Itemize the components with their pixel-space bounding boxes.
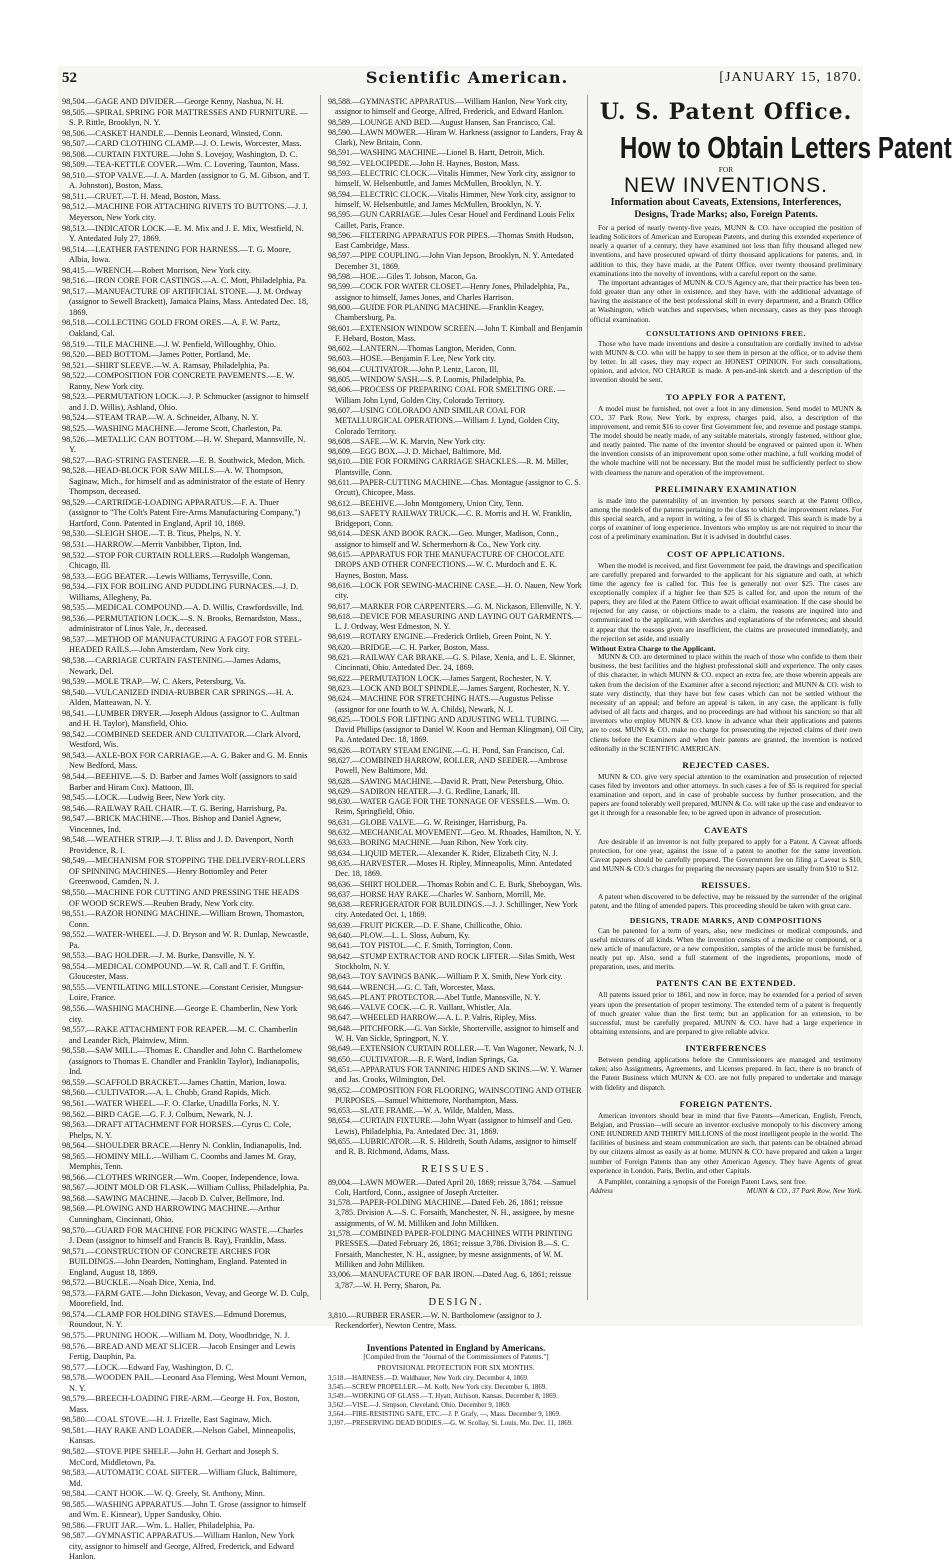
column-rule <box>320 95 321 1300</box>
patent-entry: 98,529.—CARTRIDGE-LOADING APPARATUS.—F. A. Thuer (assignor to "The Colt's Patent Fire-Arms Manufacturing Company,") Hartford, Conn. Patented in England, April 10, 1869. <box>62 497 301 528</box>
patent-entry: 98,537.—METHOD OF MANUFACTURING A FAGOT FOR STEEL-HEADED RAILS.—John Amsterdam, New York city. <box>62 634 302 655</box>
section-heading: DESIGNS, TRADE MARKS, AND COMPOSITIONS <box>629 915 823 925</box>
patent-entry: 98,592.—VELOCIPEDE.—John H. Haynes, Boston, Mass. <box>328 158 520 168</box>
patent-entry: 98,620.—BRIDGE.—C. H. Parker, Boston, Mass. <box>328 642 490 652</box>
patent-entry: 98,531.—HARROW.—Merrit Vanbibber, Tipton, Ind. <box>62 539 242 549</box>
patent-entry: 98,650.—CULTIVATOR.—B. F. Ward, Indian Springs, Ga. <box>328 1054 519 1064</box>
section-text: When the model is received, and first Government fee paid, the drawings and specification are carefully prepared and forwarded to the applicant for his signature and oath, at which time the agency fee is called for. This fee is generally not over $25. The cases are exceptionally complex if a higher fee than $25 is called for, and upon the return of the papers, they are filed at the Patent Office to await official examination. If the case should be rejected for any cause, or objections made to a claim, the reasons are inquired into and communicated to the applicant, with sketches and explanations of the references; and should it appear that the reasons given are insufficient, the claims are prosecuted immediately, and the rejection set aside, and usually <box>590 561 862 643</box>
section-heading: CONSULTATIONS AND OPINIONS FREE. <box>646 328 806 338</box>
patent-entry: 98,552.—WATER-WHEEL.—J. D. Bryson and W. R. Dunlap, Newcastle, Pa. <box>62 930 309 950</box>
patent-entry: 33,006.—MANUFACTURE OF BAR IRON.—Dated Aug. 6, 1861; reissue 3,787.—W. H. Perry, Sharon, Pa. <box>328 1270 572 1290</box>
page-header <box>62 70 862 92</box>
patent-entry: 98,575.—PRUNING HOOK.—William M. Doty, Woodbridge, N. J. <box>62 1330 290 1340</box>
page-number: 52 <box>62 70 77 86</box>
patent-entry: 98,652.—COMPOSITION FOR FLOORING, WAINSCOTING AND OTHER PURPOSES.—Samuel Whittemore, Northampton, Mass. <box>328 1085 582 1105</box>
patent-entry: 98,516.—IRON CORE FOR CASTINGS.—A. C. Mott, Philadelphia, Pa. <box>62 276 308 286</box>
patent-entry: 98,551.—RAZOR HONING MACHINE.—William Brown, Thomaston, Conn. <box>62 909 305 929</box>
patent-entry: 98,642.—STUMP EXTRACTOR AND ROCK LIFTER.—Silas Smith, West Stockholm, N. Y. <box>328 951 575 971</box>
patent-entry: 98,560.—CULTIVATOR.—A. L. Chubb, Grand Rapids, Mich. <box>62 1088 271 1098</box>
patent-entry: 98,635.—HARVESTER.—Moses H. Ripley, Minneapolis, Minn. Antedated Dec. 18, 1869. <box>328 858 572 879</box>
section-heading: PRELIMINARY EXAMINATION <box>655 483 797 494</box>
patent-entry: 98,415.—WRENCH.—Robert Morrison, New York city. <box>62 265 251 275</box>
pamphlet-note: A Pamphlet, containing a synopsis of the Foreign Patent Laws, sent free. <box>598 1177 807 1186</box>
patent-entry: 98,525.—WASHING MACHINE.—Jerome Scott, Charleston, Pa. <box>62 423 283 433</box>
patent-entry: 98,600.—GUIDE FOR PLANING MACHINE.—Franklin Keagey, Chambersburg, Pa. <box>328 302 544 323</box>
patent-entry: 98,624.—MACHINE FOR STRETCHING HATS.—Augustus Pelisse (assignor for one fourth to W. A. Childs), Newark, N. J. <box>328 694 554 714</box>
patent-entry: 3,397.—PRESERVING DEAD BODIES.—G. W. Scollay, St. Louis, Mo. Dec. 11, 1869. <box>328 1419 573 1427</box>
section-text: All patents issued prior to 1861, and now in force, may be extended for a period of seven years upon the presentation of proper testimony. The extended term of a patent is frequently of much greater value than the first term; but an application for an extension, to be successful, must be carefully prepared. MUNN & CO. have had a large experience in obtaining extensions, and are prepared to give reliable advice. <box>590 991 862 1036</box>
patent-entry: 98,621.—RAILWAY CAR BRAKE.—G. S. Pilase, Xenia, and L. E. Skinner, Cincinnati, Ohio. Antedated Dec. 24, 1869. <box>328 653 576 673</box>
patent-entry: 98,632.—MECHANICAL MOVEMENT.—Geo. M. Rhoades, Hamilton, N. Y. <box>328 828 582 838</box>
design-heading: DESIGN. <box>428 1296 484 1308</box>
patent-entry: 98,517.—MANUFACTURE OF ARTIFICIAL STONE.—J. M. Ordway (assignor to Sewell Brackett), Jamaica Plains, Mass. Antedated Dec. 18, 1869. <box>62 286 309 317</box>
patent-entry: 98,638.—REFRIGERATOR FOR BUILDINGS.—J. J. Schillinger, New York city. Antedated Oct. 1, 1869. <box>328 900 578 920</box>
patent-entry: 98,610.—DIE FOR FORMING CARRIAGE SHACKLES.—R. M. Miller, Plantsville, Conn. <box>328 457 569 477</box>
patent-entry: 98,653.—SLATE FRAME.—W. A. Wilde, Malden, Mass. <box>328 1106 515 1116</box>
section-text: Between pending applications before the Commissioners are managed and testimony taken; also Assignments, Agreements, and Licenses prepared. In fact, there is no branch of the Patent Business which MUNN & CO. are not fully prepared to undertake and manage with fidelity and dispatch. <box>590 1056 862 1092</box>
patent-entry: 98,599.—COCK FOR WATER CLOSET.—Henry Jones, Philadelphia, Pa., assignor to himself, James Jones, and Charles Harrison. <box>328 282 570 302</box>
patent-list <box>328 97 584 1158</box>
patent-entry: 98,628.—SAWING MACHINE.—David R. Pratt, New Petersburg, Ohio. <box>328 776 564 786</box>
patent-entry: 98,567.—JOINT MOLD OR FLASK.—William Culliss, Philadelphia, Pa. <box>62 1183 310 1193</box>
patent-entry: 98,579.—BREECH-LOADING FIRE-ARM.—George H. Fox, Boston, Mass. <box>62 1394 300 1414</box>
patent-entry: 98,510.—STOP VALVE.—J. A. Marden (assignor to G. M. Gibson, and T. A. Johnston), Boston, Mass. <box>62 170 310 191</box>
patent-entry: 98,541.—LUMBER DRYER.—Joseph Aldous (assignor to C. Aultman and H. H. Taylor), Mansfield, Ohio. <box>62 708 300 729</box>
section-heading: PATENTS CAN BE EXTENDED. <box>656 978 796 989</box>
section-text: Can be patented for a term of years, also, new medicines or medical compounds, and useful mixtures of all kinds. When the invention consists of a medicine or compound, or a new article of manufacture, or a new composition, samples of the article must be furnished, neatly put up. Also, send a full statement of the ingredients, proportions, mode of preparation, uses, and merits. <box>590 926 862 972</box>
patent-entry: 98,577.—LOCK.—Edward Fay, Washington, D. C. <box>62 1362 234 1372</box>
patent-entry: 98,526.—METALLIC CAN BOTTOM.—H. W. Shepard, Mannsville, N. Y. <box>62 434 306 455</box>
patent-entry: 98,588.—GYMNASTIC APPARATUS.—William Hanlon, New York city, assignor to himself and George, Alfred, Frederick, and Edward Hanlon. <box>328 97 568 117</box>
patent-entry: 98,553.—BAG HOLDER.—J. M. Burke, Dansville, N. Y. <box>62 951 255 961</box>
address: MUNN & CO., 37 Park Row, New York. <box>746 1187 862 1196</box>
section-heading: INTERFERENCES <box>685 1043 767 1054</box>
patent-entry: 98,639.—FRUIT PICKER.—D. F. Shane, Chillicothe, Ohio. <box>328 920 523 930</box>
patent-entry: 98,597.—PIPE COUPLING.—John Vian Jepson, Brooklyn, N. Y. Antedated December 31, 1869. <box>328 251 574 271</box>
patent-entry: 98,634.—LIQUID METER.—Alexander K. Rider, Elizabeth City, N. J. <box>328 848 558 858</box>
patent-entry: 98,524.—STEAM TRAP.—W. A. Schneider, Albany, N. Y. <box>62 413 259 423</box>
patent-entry: 98,617.—MARKER FOR CARPENTERS.—G. M. Nickason, Ellenville, N. Y. <box>328 601 582 611</box>
patent-entry: 98,540.—VULCANIZED INDIA-RUBBER CAR SPRINGS.—H. A. Alden, Matteawan, N. Y. <box>62 687 294 708</box>
patent-entry: 98,538.—CARRIAGE CURTAIN FASTENING.—James Adams, Newark, Del. <box>62 655 281 676</box>
patent-entry: 98,629.—SADIRON HEATER.—J. G. Redline, Lanark, Ill. <box>328 786 520 796</box>
patent-entry: 98,608.—SAFE.—W. K. Marvin, New York city. <box>328 436 486 446</box>
patent-entry: 98,637.—HORSE HAY RAKE.—Charles W. Sanborn, Morrill, Me. <box>328 889 546 899</box>
patent-entry: 98,564.—SHOULDER BRACE.—Henry N. Conklin, Indianapolis, Ind. <box>62 1141 302 1151</box>
patent-entry: 98,521.—SHIRT SLEEVE.—W. A. Ramsay, Philadelphia, Pa. <box>62 360 270 370</box>
for-label: FOR <box>718 165 734 174</box>
patent-entry: 3,562.—VISE.—J. Simpson, Cleveland, Ohio. December 9, 1869. <box>328 1402 511 1410</box>
patent-entry: 98,562.—BIRD CAGE.—G. F. J. Colburn, Newark, N. J. <box>62 1109 253 1119</box>
patent-entry: 98,601.—EXTENSION WINDOW SCREEN.—John T. Kimball and Benjamin F. Hebard, Boston, Mass. <box>328 323 583 343</box>
patent-entry: 98,594.—ELECTRIC CLOCK.—Vitalis Himmer, New York city, assignor to himself, W. Helsenbuttle, and James McMullen, Brooklyn, N. Y. <box>328 189 576 209</box>
patent-entry: 3,518.—HARNESS.—D. Waldhauer, New York city. December 4, 1869. <box>328 1375 529 1383</box>
patent-entry: 98,627.—COMBINED HARROW, ROLLER, AND SEEDER.—Ambrose Powell, New Baltimore, Md. <box>328 756 568 776</box>
patent-entry: 98,654.—CURTAIN FIXTURE.—John Wyatt (assignor to himself and Geo. Lewis), Philadelphia, Pa. Antedated Dec. 31, 1869. <box>328 1116 573 1136</box>
patent-entry: 98,561.—WATER WHEEL.—F. O. Clarke, Unadilla Forks, N. Y. <box>62 1098 280 1108</box>
patent-entry: 98,636.—SHIRT HOLDER.—Thomas Robin and C. E. Burk, Sheboygan, Wis. <box>328 879 583 889</box>
patent-entry: 31,578.—COMBINED PAPER-FOLDING MACHINES WITH PRINTING PRESSES.—Dated February 26, 1861; reissue 3,786. Division B.—S. C. Forsaith, Manchester, N. H., assignee, by mesne assignments, of W. M. Milliken and John Milliken. <box>328 1229 573 1269</box>
patent-entry: 98,648.—PITCHFORK.—G. Van Sickle, Shorterville, assignor to himself and W. H. Van Sickle, Springport, N. Y. <box>328 1023 579 1044</box>
patent-entry: 98,513.—INDICATOR LOCK.—E. M. Mix and J. E. Mix, Westfield, N. Y. Antedated July 27, 1869. <box>62 223 304 244</box>
advertisement-sections <box>590 329 862 1176</box>
address-label: Address <box>590 1187 613 1196</box>
new-inventions-title: NEW INVENTIONS. <box>623 174 828 197</box>
section-text: is made into the patentability of an invention by persons search at the Patent Office, among the models of the patents pertaining to the class to which the improvement relates. For this special search, and a report in writing, a fee of $5 is charged. This search is made by a corps of examiner of long experience. Inventors who employ us are not required to incur the cost of a preliminary examination. But it is advised in doubtful cases. <box>590 496 862 542</box>
section-text: Those who have made inventions and desire a consultation are cordially invited to advise with MUNN & CO. who will be happy to see them in person at the office, or to advise them by letter. In all cases, they may expect an HONEST OPINION. For such consultations, opinion, and advice, NO CHARGE is made. A pen-and-ink sketch and a description of the invention should be sent. <box>590 339 862 385</box>
patent-entry: 98,643.—TOY SAVINGS BANK.—William P. X. Smith, New York city. <box>328 972 563 982</box>
patent-entry: 98,590.—LAWN MOWER.—Hiram W. Harkness (assignor to Landers, Fray & Clark), New Britain, Conn. <box>328 127 584 148</box>
patent-entry: 98,523.—PERMUTATION LOCK.—J. P. Schmucker (assignor to himself and J. D. Willis), Ashland, Ohio. <box>62 392 309 412</box>
patent-entry: 98,622.—PERMUTATION LOCK.—James Sargent, Rochester, N. Y. <box>328 673 552 683</box>
info-subtitle-2: Designs, Trade Marks; also, Foreign Patents. <box>634 209 818 220</box>
patent-entry: 98,505.—SPIRAL SPRING FOR MATTRESSES AND FURNITURE. —S. P. Rittle, Brooklyn, N. Y. <box>62 107 309 128</box>
patent-entry: 98,506.—CASKET HANDLE.—Dennis Leonard, Winsted, Conn. <box>62 128 283 138</box>
patent-entry: 98,646.—VALVE COCK.—C. R. Vaillant, Whistler, Ala. <box>328 1003 512 1013</box>
intro-paragraph: For a period of nearly twenty-five years, MUNN & CO. have occupied the position of leading Solicitors of American and European Patents, and during this extended experience of nearly a quarter of a century, they have examined not less than fifty thousand alleged new inventions, and have prosecuted upward of thirty thousand applications for patents, and, in addition to this, they have made, at the Patent Office, over twenty thousand preliminary examinations into the novelty of inventions, with a careful report on the same. <box>590 224 862 278</box>
section-text: A patent when discovered to be defective, may be reissued by the surrender of the original patent, and the filing of amended papers. This proceeding should be taken with great care. <box>590 893 862 911</box>
patent-entry: 98,623.—LOCK AND BOLT SPINDLE.—James Sargent, Rochester, N. Y. <box>328 683 570 693</box>
patent-entry: 98,557.—RAKE ATTACHMENT FOR REAPER.—M. C. Chamberlin and Leander Rich, Plainview, Minn. <box>62 1025 298 1045</box>
patent-entry: 98,644.—WRENCH.—G. C. Taft, Worcester, Mass. <box>328 982 496 992</box>
patent-entry: 98,619.—ROTARY ENGINE.—Frederick Ortlieb, Green Point, N. Y. <box>328 632 552 642</box>
section-text: MUNN & CO. are determined to place within the reach of those who confide to them their business, the best facilities and the highest professional skill and experience. The only cases of this character, in which MUNN & CO. expect an extra fee, are those wherein appeals are taken from the decision of the Examiner after a second rejection; and MUNN & CO. wish to state very distinctly, that they have but few cases which can not be settled without the necessity of an appeal; and before an appeal is taken, in any case, the applicant is fully advised of all facts and charges, and no proceedings are had without his sanction; so that all inventors who employ MUNN & CO. know in advance what their applications and patents are to cost. MUNN & CO. make no charge for prosecuting the rejected claims of their own clients before the Examiners and when their patents are granted, the invention is noticed editorially in the SCIENTIFIC AMERICAN. <box>590 653 862 753</box>
patent-entry: 98,647.—WHEELED HARROW.—A. L. P. Valris, Ripley, Miss. <box>328 1013 537 1023</box>
patent-entry: 98,582.—STOVE PIPE SHELF.—John H. Gerhart and Joseph S. McCord, Middletown, Pa. <box>62 1447 279 1467</box>
patent-entry: 98,631.—GLOBE VALVE.—G. W. Reisinger, Harrisburg, Pa. <box>328 817 528 827</box>
patent-entry: 98,611.—PAPER-CUTTING MACHINE.—Chas. Montague (assignor to C. S. Orcutt), Chicopee, Mass. <box>328 477 581 498</box>
patent-entry: 3,564.—FIRE-RESISTING SAFE, ETC.—J. P. Grafy, —, Mass. December 9, 1869. <box>328 1411 561 1419</box>
section-heading: TO APPLY FOR A PATENT, <box>666 391 786 402</box>
patent-entry: 3,549.—WORKING OF GLASS.—T. Hyatt, Atchison, Kansas. December 8, 1869. <box>328 1393 558 1401</box>
patent-entry: 98,606.—PROCESS OF PREPARING COAL FOR SMELTING ORE. —William John Lynd, Golden City, Colorado Territory. <box>328 385 566 405</box>
patent-entry: 98,595.—GUN CARRIAGE.—Jules Cesar Houel and Ferdinand Louis Felix Caillet, Paris, France. <box>328 210 575 230</box>
patent-entry: 98,563.—DRAFT ATTACHMENT FOR HORSES.—Cyrus C. Cole, Phelps, N. Y. <box>62 1120 292 1140</box>
section-heading: FOREIGN PATENTS. <box>679 1098 773 1109</box>
patent-entry: 98,568.—SAWING MACHINE.—Jacob D. Culver, Bellmore, Ind. <box>62 1193 285 1203</box>
patent-entry: 98,614.—DESK AND BOOK RACK.—Geo. Munger, Madison, Conn., assignor to himself and W. Schermerhorn & Co., New York city. <box>328 529 559 549</box>
patent-entry: 98,556.—WASHING MACHINE.—George E. Chamberlin, New York city. <box>62 1004 298 1024</box>
patent-entry: 98,509.—TEA-KETTLE COVER.—Wm. C. Lovering, Taunton, Mass. <box>62 160 300 170</box>
patent-entry: 98,640.—PLOW.—L. L. Sloss, Auburn, Ky. <box>328 931 470 941</box>
patent-entry: 98,572.—BUCKLE.—Noah Dice, Xenia, Ind. <box>62 1278 216 1288</box>
section-text: A model must be furnished, not over a foot in any dimension. Send model to MUNN & CO., 37 Park Row, New York, by express, charges paid, also, a description of the improvement, and remit $16 to cover first Government fee, and revenue and postage stamps. The model should be neatly made, of any suitable materials, strongly fastened, without glue, and neatly painted. The name of the inventor should be engraved or painted upon it. When the invention consists of an improvement upon some other machine, a full working model of the whole machine will not be necessary. But the model must be sufficiently perfect to show with clearness the nature and operation of the improvement. <box>590 404 862 477</box>
patent-entry: 98,542.—COMBINED SEEDER AND CULTIVATOR.—Clark Alvord, Westford, Wis. <box>62 729 301 750</box>
patent-entry: 98,603.—HOSE.—Benjamin F. Lee, New York city. <box>328 354 496 364</box>
patent-entry: 98,584.—CANT HOOK.—W. Q. Greely, St. Anthony, Minn. <box>62 1489 265 1499</box>
info-subtitle: Information about Caveats, Extensions, Interferences, <box>610 197 842 208</box>
patent-entry: 98,547.—BRICK MACHINE.—Thos. Bishop and Daniel Agnew, Vincennes, Ind. <box>62 814 282 834</box>
england-heading: Inventions Patented in England by Americans. <box>366 1343 546 1354</box>
design-list <box>328 1311 584 1332</box>
patent-office-column <box>590 97 952 1307</box>
patent-entry: 98,519.—TILE MACHINE.—J. W. Penfield, Willoughby, Ohio. <box>62 339 276 349</box>
patent-entry: 98,581.—HAY RAKE AND LOADER.—Nelson Gabel, Minneapolis, Kansas. <box>62 1425 296 1446</box>
patent-entry: 98,508.—CURTAIN FIXTURE.—John S. Lovejoy, Washington, D. C. <box>62 149 298 159</box>
patent-entry: 98,585.—WASHING APPARATUS.—John T. Grose (assignor to himself and Wm. E. Kinnear), Upper Sandusky, Ohio. <box>62 1499 307 1520</box>
patent-entry: 98,580.—COAL STOVE.—H. J. Frizelle, East Saginaw, Mich. <box>62 1415 272 1425</box>
patent-entry: 3,545.—SCREW PROPELLER.—M. Kolb, New York city. December 6, 1869. <box>328 1384 547 1392</box>
reissues-heading: REISSUES. <box>421 1163 491 1175</box>
patent-entry: 98,607.—USING COLORADO AND SIMILAR COAL FOR METALLURGICAL OPERATIONS.—William J. Lynd, Golden City, Colorado Territory. <box>328 405 560 436</box>
patent-entry: 98,550.—MACHINE FOR CUTTING AND PRESSING THE HEADS OF WOOD SCREWS.—Reuben Brady, New York city. <box>62 888 300 908</box>
column-rule <box>587 95 588 1300</box>
patent-entry: 98,630.—WATER GAGE FOR THE TONNAGE OF VESSELS.—Wm. O. Reim, Springfield, Ohio. <box>328 797 570 817</box>
patent-entry: 98,651.—APPARATUS FOR TANNING HIDES AND SKINS.—W. Y. Warner and Jas. Crooks, Wilmington, Del. <box>328 1064 583 1085</box>
patent-entry: 98,576.—BREAD AND MEAT SLICER.—Jacob Ensinger and Lewis Fertig, Dauphin, Pa. <box>62 1341 296 1362</box>
patent-entry: 98,546.—RAILWAY RAIL CHAIR.—T. G. Bering, Harrisburg, Pa. <box>62 803 287 813</box>
patent-entry: 98,626.—ROTARY STEAM ENGINE.—G. H. Pond, San Francisco, Cal. <box>328 745 565 755</box>
patent-entry: 98,613.—SAFETY RAILWAY TRUCK.—C. R. Morris and H. W. Franklin, Bridgeport, Conn. <box>328 508 572 529</box>
patent-entry: 98,554.—MEDICAL COMPOUND.—W. R. Call and T. F. Griffin, Gloucester, Mass. <box>62 961 285 982</box>
patent-entry: 98,512.—MACHINE FOR ATTACHING RIVETS TO BUTTONS.—J. J. Meyerson, New York city. <box>62 202 308 223</box>
patent-entry: 98,583.—AUTOMATIC COAL SIFTER.—William Gluck, Baltimore, Md. <box>62 1468 297 1488</box>
patent-entry: 98,569.—PLOWING AND HARROWING MACHINE.—Arthur Cunningham, Cincinnati, Ohio. <box>62 1204 281 1224</box>
patent-entry: 98,533.—EGG BEATER.—Lewis Williams, Terrysville, Conn. <box>62 571 273 581</box>
intro-paragraph: The important advantages of MUNN & CO.'S Agency are, that their practice has been ten-fold greater than any other in existence, and they have, with the additional advantage of having the assistance of the best professional skill in every department, and a Branch Office at Washington, which watches and supervises, when necessary, cases as they pass through official examination. <box>590 278 862 324</box>
patent-entry: 98,544.—BEEHIVE.—S. D. Barber and James Wolf (assignors to said Barber and Hiram Cox). Mattoon, Ill. <box>62 772 297 792</box>
patent-entry: 98,549.—MECHANISM FOR STOPPING THE DELIVERY-ROLLERS OF SPINNING MACHINES.—Henry Bottomley and Peter Greenwood, Camden, N. J. <box>62 856 306 887</box>
patent-entry: 98,618.—DEVICE FOR MEASURING AND LAYING OUT GARMENTS.—L. J. Ordway, West Edmeston, N. Y. <box>328 611 582 632</box>
patent-entry: 3,810.—RUBBER ERASER.—W. N. Bartholomew (assignor to J. Reckendorfer), Newton Centre, Mass. <box>328 1310 542 1331</box>
patent-entry: 98,604.—CULTIVATOR.—John P. Lentz, Lacon, Ill. <box>328 364 499 374</box>
patent-entry: 89,004.—LAWN MOWER.—Dated April 20, 1869; reissue 3,784. —Samuel Colt, Hartford, Conn., assignee of Joseph Arcteiter. <box>328 1177 576 1197</box>
section-text: MUNN & CO. give very special attention to the examination and prosecution of rejected cases filed by inventors and other attorneys. In such cases a fee of $5 is required for special examination and report, and in case of probable success by further prosecution, and the papers are found tolerably well prepared, MUNN & Co. will take up the case and endeavor to get it through for a reasonable fee, to be agreed upon in advance of prosecution. <box>590 772 862 818</box>
patent-entry: 98,511.—CRUET.—T. H. Mead, Boston, Mass. <box>62 191 221 201</box>
patent-entry: 98,649.—EXTENSION CURTAIN ROLLER.—T. Van Wagoner, Newark, N. J. <box>328 1044 584 1054</box>
patent-entry: 98,633.—BORING MACHINE.—Juan Ribon, New York city. <box>328 838 529 848</box>
patent-entry: 98,612.—BEEHIVE.—John Montgomery, Union City, Tenn. <box>328 498 524 508</box>
section-text: American inventors should bear in mind that five Patents—American, English, French, Belgian, and Prussian—will secure an inventor exclusive monopoly to his discovery among ONE HUNDRED AND THIRTY MILLIONS of the most intelligent people in the world. The facilities of business and steam communication are such, that patents can be obtained abroad by our citizens almost as easily as at home. MUNN & CO. have prepared and taken a larger number of Foreign Patents than any other American Agency. They have Agents of great experience in London, Paris, Berlin, and other Capitals. <box>590 1111 862 1175</box>
patent-entry: 98,641.—TOY PISTOL.—C. F. Smith, Torrington, Conn. <box>328 941 513 951</box>
reissues-list <box>328 1178 584 1291</box>
patent-list-column-1 <box>62 97 310 1562</box>
section-heading: REISSUES. <box>701 880 751 891</box>
address-line <box>590 1187 862 1196</box>
patent-entry: 98,589.—LOUNGE AND BED.—August Hansen, San Francisco, Cal. <box>328 117 556 127</box>
intro-paragraphs <box>590 224 862 325</box>
patent-entry: 98,609.—EGG BOX.—J. D. Michael, Baltimore, Md. <box>328 447 502 457</box>
patent-list-column-2 <box>328 97 584 1427</box>
patent-entry: 98,548.—WEATHER STRIP.—J. T. Bliss and J. D. Davenport, North Providence, R. I. <box>62 835 294 855</box>
patent-entry: 98,527.—BAG-STRING FASTENER.—E. B. Southwick, Medon, Mich. <box>62 455 305 465</box>
patent-entry: 98,558.—SAW MILL.—Thomas E. Chandler and John C. Barthelomew (assignors to Thomas E. Chandler and Franklin Taylor), Indianapolis, Ind. <box>62 1046 303 1077</box>
patent-entry: 31,578.—PAPER-FOLDING MACHINE.—Dated Feb. 26, 1861; reissue 3,785. Division A.—S. C. Forsaith, Manchester, N. H., assignee, by mesne assignments, of W. M. Milliken and John Milliken. <box>328 1198 574 1228</box>
patent-entry: 98,615.—APPARATUS FOR THE MANUFACTURE OF CHOCOLATE DROPS AND OTHER CONFECTIONS.—W. C. Murdoch and E. K. Haynes, Boston, Mass. <box>328 550 565 580</box>
patent-entry: 98,530.—SLEIGH SHOE.—T. B. Titus, Phelps, N. Y. <box>62 529 241 539</box>
patent-entry: 98,605.—WINDOW SASH.—S. P. Loomis, Philadelphia, Pa. <box>328 375 526 385</box>
section-heading: COST OF APPLICATIONS. <box>666 548 786 559</box>
patent-entry: 98,532.—STOP FOR CURTAIN ROLLERS.—Rudolph Wangeman, Chicago, Ill. <box>62 550 291 571</box>
provisional-protection-heading: PROVISIONAL PROTECTION FOR SIX MONTHS. <box>377 1364 535 1373</box>
patent-entry: 98,534.—FIX FOR BOILING AND PUDDLING FURNACES.—J. D. Williams, Allegheny, Pa. <box>62 582 299 602</box>
patent-entry: 98,574.—CLAMP FOR HOLDING STAVES.—Edmund Doremus, Roundout, N. Y. <box>62 1309 287 1330</box>
england-list <box>328 1375 584 1428</box>
patent-entry: 98,598.—HOE.—Giles T. Jobson, Macon, Ga. <box>328 272 478 282</box>
patent-entry: 98,518.—COLLECTING GOLD FROM ORES.—A. F. W. Partz, Oakland, Cal. <box>62 318 281 339</box>
patent-entry: 98,522.—COMPOSITION FOR CONCRETE PAVEMENTS.—E. W. Ranny, New York city. <box>62 371 295 391</box>
patent-entry: 98,655.—LUBRICATOR.—R. S. Hildreth, South Adams, assignor to himself and R. B. Richmond, Adams, Mass. <box>328 1136 577 1157</box>
patent-entry: 98,514.—LEATHER FASTENING FOR HARNESS.—T. G. Moore, Albia, Iowa. <box>62 244 292 265</box>
patent-entry: 98,593.—ELECTRIC CLOCK.—Vitalis Himmer, New York city, assignor to himself, W. Helsenbuttle, and James McMullen, Brooklyn, N. Y. <box>328 169 576 189</box>
section-heading: CAVEATS <box>704 824 748 835</box>
patent-entry: 98,504.—GAGE AND DIVIDER.—George Kenny, Nashua, N. H. <box>62 97 284 106</box>
patent-entry: 98,520.—BED BOTTOM.—James Potter, Portland, Me. <box>62 350 251 360</box>
patent-entry: 98,559.—SCAFFOLD BRACKET.—James Chattin, Marion, Iowa. <box>62 1077 287 1087</box>
patent-entry: 98,528.—HEAD-BLOCK FOR SAW MILLS.—A. W. Thompson, Saginaw, Mich., for himself and as administrator of the estate of Henry Thompson, deceased. <box>62 466 305 497</box>
patent-entry: 98,536.—PERMUTATION LOCK.—S. N. Brooks, Bernardston, Mass., administrator of Linus Yale, Jr., deceased. <box>62 613 302 634</box>
patent-entry: 98,570.—GUARD FOR MACHINE FOR PICKING WASTE.—Charles J. Dean (assignor to himself and Francis B. Ray), Franklin, Mass. <box>62 1225 303 1246</box>
patent-entry: 98,602.—LANTERN.—Thomas Langton, Meriden, Conn. <box>328 344 517 354</box>
england-source-note: [Compiled from the "Journal of the Commissioners of Patents."] <box>363 1353 549 1362</box>
section-heading: REJECTED CASES. <box>682 759 770 770</box>
patent-entry: 98,591.—WASHING MACHINE.—Lionel B. Hartt, Detroit, Mich. <box>328 148 545 158</box>
patent-entry: 98,555.—VENTILATING MILLSTONE.—Constant Cerisier, Mungsur-Loire, France. <box>62 982 304 1003</box>
patent-entry: 98,573.—FARM GATE.—John Dickason, Vevay, and George W. D. Culp, Moorefield, Ind. <box>62 1288 309 1309</box>
patent-entry: 98,535.—MEDICAL COMPOUND.—A. D. Willis, Crawfordsville, Ind. <box>62 603 304 613</box>
how-to-obtain-title: How to Obtain Letters Patent <box>619 130 952 165</box>
patent-entry: 98,616.—LOCK FOR SEWING-MACHINE CASE.—H. O. Nauen, New York city. <box>328 580 582 601</box>
patent-office-heading: U. S. Patent Office. <box>599 99 853 125</box>
patent-entry: 98,645.—PLANT PROTECTOR.—Abel Tuttle, Mannsville, N. Y. <box>328 992 541 1002</box>
patent-entry: 98,625.—TOOLS FOR LIFTING AND ADJUSTING WELL TUBING. —David Phillips (assignor to Daniel W. Koon and Herman Klingman), Oil City, Pa. Antedated Dec. 18, 1869. <box>328 714 584 745</box>
patent-entry: 98,571.—CONSTRUCTION OF CONCRETE ARCHES FOR BUILDINGS.—John Dearden, Nottingham, England. Patented in England, August 18, 1869. <box>62 1246 287 1277</box>
patent-entry: 98,566.—CLOTHES WRINGER.—Wm. Cooper, Independence, Iowa. <box>62 1172 300 1182</box>
section-bold-line: Without Extra Charge to the Applicant. <box>590 643 716 653</box>
patent-entry: 98,586.—FRUIT JAR.—Wm. L. Haller, Philadelphia, Pa. <box>62 1520 255 1530</box>
patent-entry: 98,596.—FILTERING APPARATUS FOR PIPES.—Thomas Smith Hudson, East Cambridge, Mass. <box>328 230 574 251</box>
section-text: Are desirable if an inventor is not fully prepared to apply for a Patent. A Caveat affords protection, for one year, against the issue of a patent to another for the same invention. Caveat papers should be carefully prepared. The Government fee on filing a Caveat is $10, and MUNN & CO.'s charges for preparing the necessary papers are usually from $10 to $12. <box>590 837 862 874</box>
patent-entry: 98,543.—AXLE-BOX FOR CARRIAGE.—A. G. Baker and G. M. Ennis New Bedford, Mass. <box>62 750 308 771</box>
patent-entry: 98,545.—LOCK.—Ludwig Beer, New York city. <box>62 793 226 803</box>
issue-date: [JANUARY 15, 1870. <box>719 70 862 85</box>
patent-entry: 98,578.—WOODEN PAIL.—Leonard Asa Fleming, West Mount Vernon, N. Y. <box>62 1373 307 1393</box>
patent-entry: 98,565.—HOMINY MILL.—William C. Coombs and James M. Gray, Memphis, Tenn. <box>62 1151 297 1172</box>
patent-entry: 98,539.—MOLE TRAP.—W. C. Akers, Petersburg, Va. <box>62 677 246 687</box>
masthead: Scientific American. <box>365 68 569 87</box>
patent-entry: 98,587.—GYMNASTIC APPARATUS.—William Hanlon, New York city, assignor to himself and George, Alfred, Frederick, and Edward Hanlon. <box>62 1531 295 1562</box>
patent-entry: 98,507.—CARD CLOTHING CLAMP.—J. O. Lewis, Worcester, Mass. <box>62 139 302 149</box>
